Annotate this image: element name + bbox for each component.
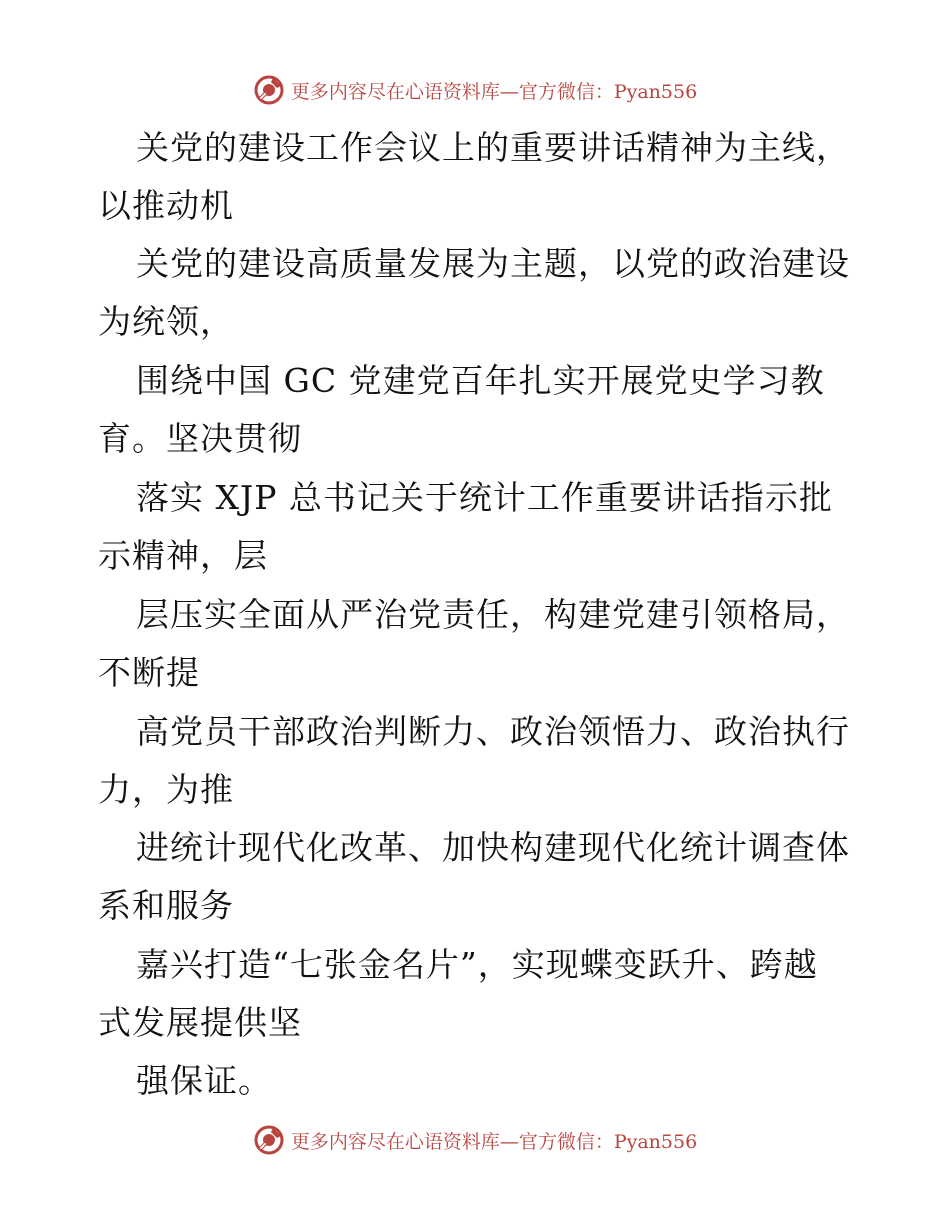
- footer-banner: [0, 1120, 950, 1160]
- body-line: 强保证。: [136, 1061, 272, 1100]
- body-line: 围绕中国 GC 党建党百年扎实开展党史学习教: [136, 361, 825, 400]
- body-line: 关党的建设高质量发展为主题，以党的政治建设: [136, 244, 850, 283]
- header-banner-text: 更多内容尽在心语资料库—官方微信：Pyan556: [290, 80, 698, 103]
- body-line: 为统领，: [98, 302, 234, 341]
- body-line: 进统计现代化改革、加快构建现代化统计调查体: [136, 828, 850, 867]
- body-line: 不断提: [98, 653, 200, 692]
- body-line: 关党的建设工作会议上的重要讲话精神为主线，: [136, 128, 850, 167]
- body-line: 示精神，层: [98, 536, 268, 575]
- body-line: 系和服务: [98, 886, 234, 925]
- header-banner: [0, 70, 950, 110]
- body-line: 力，为推: [98, 770, 234, 809]
- body-line: 嘉兴打造“七张金名片”，实现蝶变跃升、跨越: [136, 945, 818, 984]
- body-line: 落实 XJP 总书记关于统计工作重要讲话指示批: [136, 478, 833, 517]
- footer-banner-text: 更多内容尽在心语资料库—官方微信：Pyan556: [290, 1130, 698, 1153]
- body-line: 层压实全面从严治党责任，构建党建引领格局，: [136, 595, 850, 634]
- brand-logo-icon: [253, 74, 285, 106]
- body-line: 式发展提供坚: [98, 1003, 302, 1042]
- brand-logo-icon: [253, 1124, 285, 1156]
- body-line: 育。坚决贯彻: [98, 419, 302, 458]
- body-line: 以推动机: [98, 186, 234, 225]
- body-line: 高党员干部政治判断力、政治领悟力、政治执行: [136, 712, 850, 751]
